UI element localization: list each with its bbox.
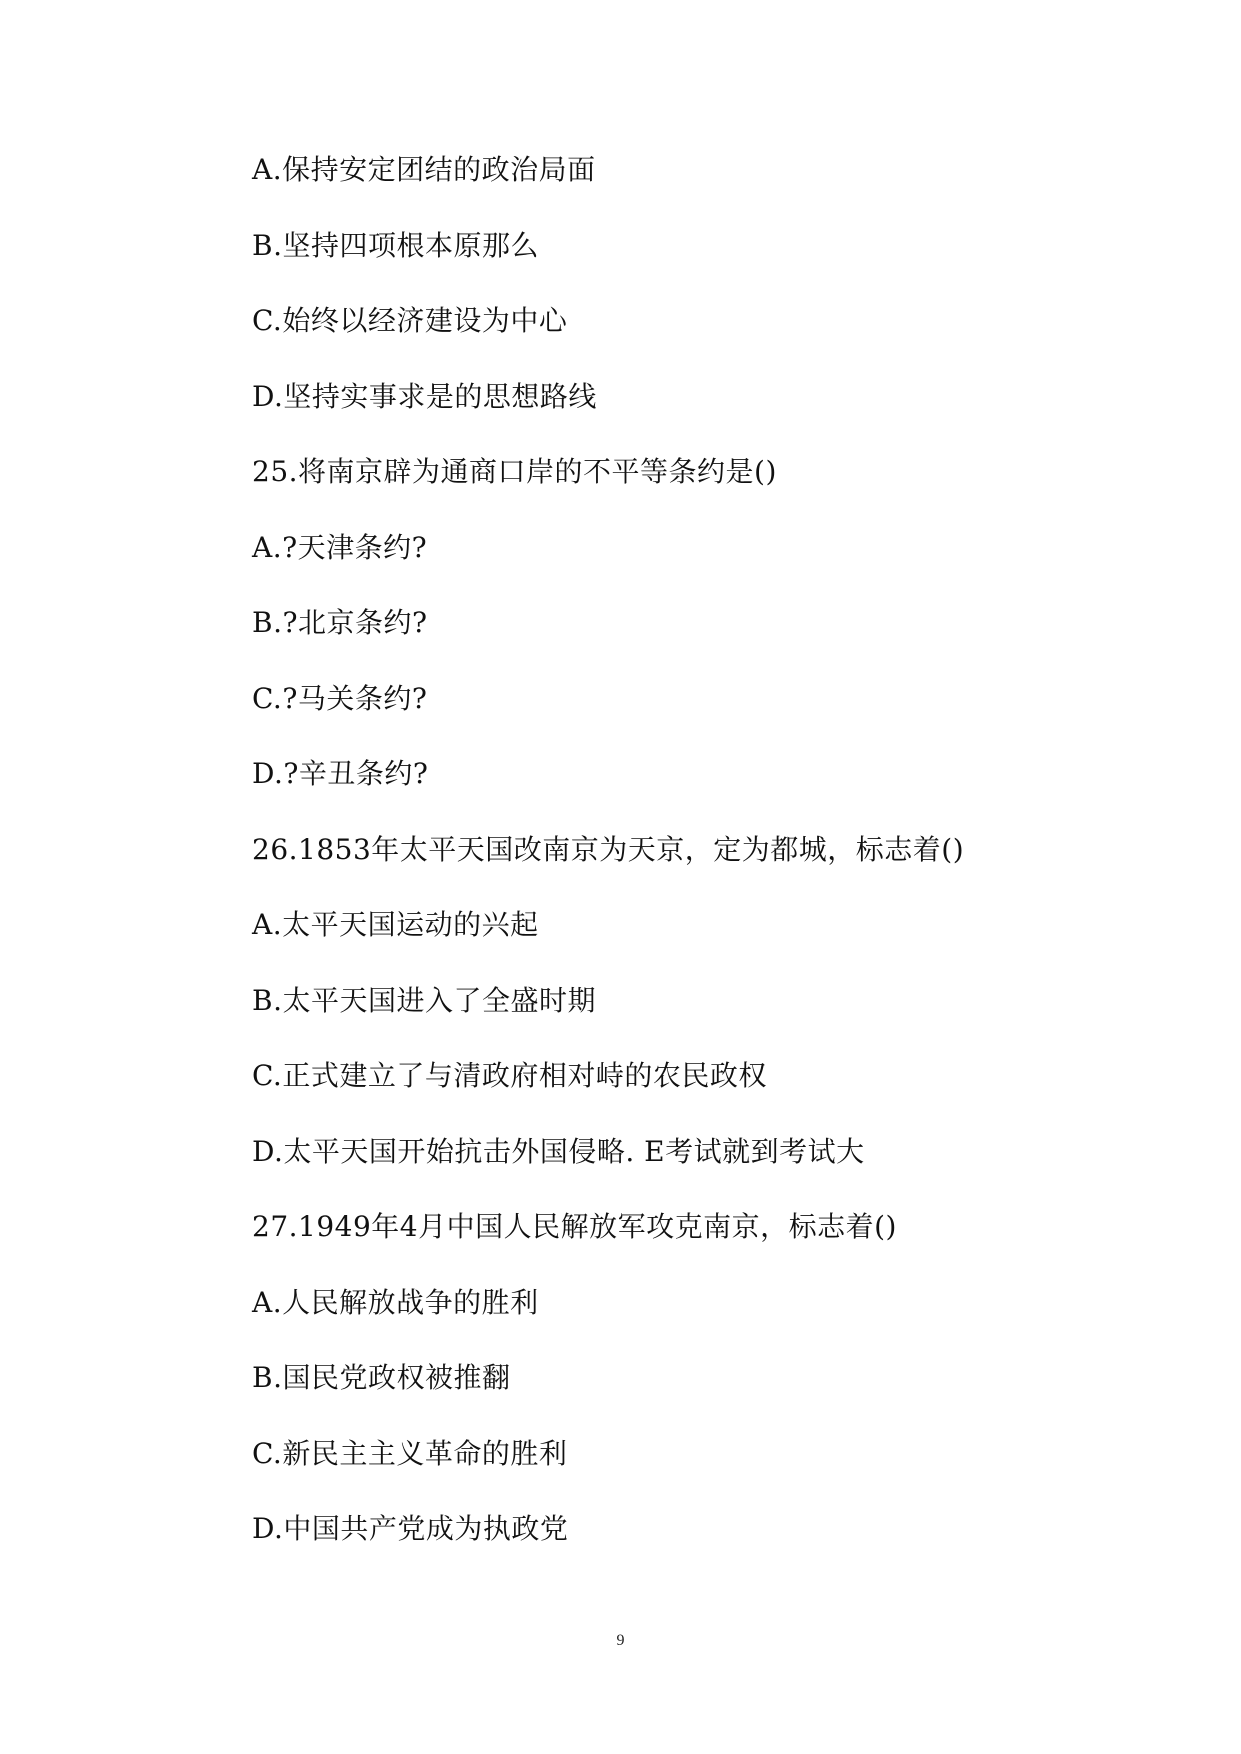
page-number: 9	[616, 1632, 625, 1649]
option-line: B.?北京条约?	[252, 606, 428, 639]
option-line: B.国民党政权被推翻	[252, 1361, 511, 1394]
question-line: 25.将南京辟为通商口岸的不平等条约是()	[252, 455, 777, 488]
option-line: B.坚持四项根本原那么	[252, 228, 539, 262]
question-text-block	[252, 145, 1152, 1580]
option-line: D.太平天国开始抗击外国侵略. E考试就到考试大	[252, 1134, 865, 1168]
option-line: B.太平天国进入了全盛时期	[252, 983, 596, 1017]
option-line: D.中国共产党成为执政党	[252, 1512, 569, 1545]
option-line: D.坚持实事求是的思想路线	[252, 379, 597, 413]
option-line: A.人民解放战争的胜利	[252, 1285, 539, 1319]
option-line: A.?天津条约?	[252, 530, 428, 564]
option-line: A.太平天国运动的兴起	[252, 908, 539, 941]
option-line: D.?辛丑条约?	[252, 757, 429, 790]
question-line: 26.1853年太平天国改南京为天京，定为都城，标志着()	[252, 832, 965, 866]
option-line: C.始终以经济建设为中心	[252, 304, 568, 337]
option-line: C.?马关条约?	[252, 681, 428, 715]
option-line: C.正式建立了与清政府相对峙的农民政权	[252, 1059, 767, 1092]
question-line: 27.1949年4月中国人民解放军攻克南京，标志着()	[252, 1210, 897, 1243]
option-line: C.新民主主义革命的胜利	[252, 1436, 568, 1470]
option-line: A.保持安定团结的政治局面	[252, 153, 596, 186]
